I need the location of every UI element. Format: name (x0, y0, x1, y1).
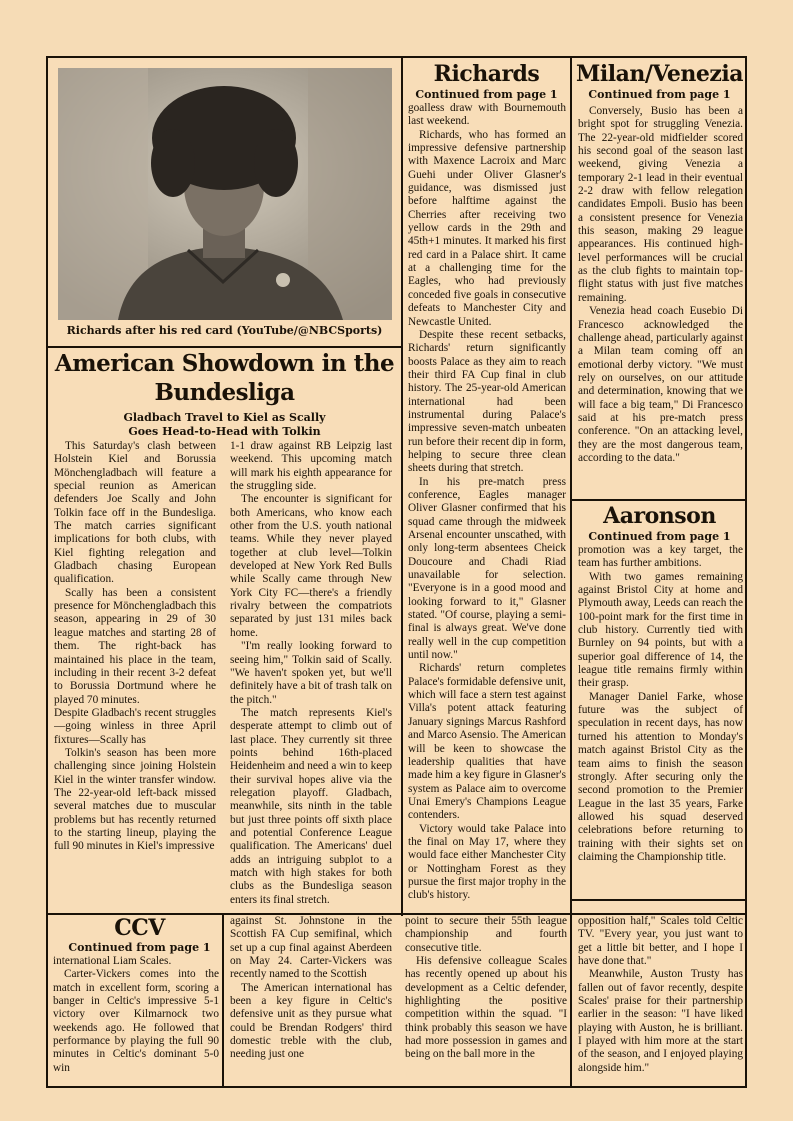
paragraph: goalless draw with Bournemouth last weekend. (408, 102, 566, 128)
paragraph: point to secure their 55th league championship and fourth consecutive title. (405, 915, 567, 954)
paragraph: This Saturday's clash between Holstein Kiel and Borussia Mönchengladbach will feature a special reunion as American defenders Joe Scally and John Tolkin face off in the Bundesliga. The match carries significant implications for both clubs, with Kiel fighting relegation and Gladbach chasing European qualification. (54, 440, 216, 586)
player-portrait-image (58, 68, 392, 320)
bundesliga-column-1 (54, 440, 216, 914)
ccv-header (48, 915, 231, 955)
paragraph: Despite these recent setbacks, Richards' return significantly boosts Palace as they aim to reach their third FA Cup final in club history. The 25-year-old American international had been instrumental during Palace's impressive seven-match unbeaten run before their recent dip in form, helping to secure three clean sheets during that stretch. (408, 328, 566, 475)
paragraph: Richards, who has formed an impressive defensive partnership with Maxence Lacroix and Marc Guehi under Oliver Glasner's guidance, was dismissed just before halftime against the Cherries after receiving two yellow cards in the 29th and 45th+1 minutes. It marked his first red card in a Palace shirt. It came at a challenging time for the Eagles, who had previously conceded five goals in consecutive defeats to Manchester City and Newcastle United. (408, 128, 566, 328)
bundesliga-subheadline: Gladbach Travel to Kiel as Scally Goes Head-to-Head with Tolkin (123, 411, 326, 438)
milan-continued: Continued from page 1 (588, 88, 731, 101)
paragraph: Despite Gladbach's recent struggles—going winless in three April fixtures—Scally has (54, 706, 216, 746)
paragraph: promotion was a key target, the team has further ambitions. (578, 544, 743, 570)
aaronson-body (572, 544, 747, 864)
paragraph: Meanwhile, Auston Trusty has fallen out of favor recently, despite Scales' praise for their partnership earlier in the season: "I have liked playing with Auston, he is brilliant. I played with him more at the start of the season, and I enjoyed playing alongside him." (578, 968, 743, 1074)
paragraph: Tolkin's season has been more challenging since joining Holstein Kiel in the winter transfer window. The 22-year-old left-back missed several matches due to muscular problems but has recently returned to the starting lineup, playing the full 90 minutes in Kiel's impressive (54, 746, 216, 853)
paragraph: "I'm really looking forward to seeing him," Tolkin said of Scally. "We haven't spoken yet, but we'll definitely have a bit of trash talk on the pitch." (230, 640, 392, 706)
aaronson-continued: Continued from page 1 (588, 530, 731, 543)
paragraph: Victory would take Palace into the final on May 17, where they would face either Manchester City or Nottingham Forest as they pursue the first major trophy in the club's history. (408, 822, 566, 902)
paragraph: 1-1 draw against RB Leipzig last weekend. This upcoming match will mark his eighth appearance for the struggling side. (230, 440, 392, 493)
ccv-column-3 (405, 915, 567, 1087)
bundesliga-headline: American Showdown in the Bundesliga (54, 350, 395, 406)
ccv-headline: CCV (114, 915, 165, 941)
photo-caption: Richards after his red card (YouTube/@NBCSports) (66, 324, 383, 337)
paragraph: The encounter is significant for both Americans, who know each other from the U.S. youth national teams. While they never played together at club level—Tolkin developed at New York Red Bulls while Scally came through New York City FC—there's a friendly rivalry between the compatriots separated by just 131 miles back home. (230, 493, 392, 639)
milan-headline: Milan/Venezia (576, 61, 743, 87)
paragraph: The match represents Kiel's desperate attempt to climb out of last place. They currently sit three points behind 16th-placed Heidenheim and need a win to keep their survival hopes alive via the relegation playoff. Gladbach, meanwhile, sits ninth in the table but just three points off sixth place and potential Conference League qualification. The Americans' duel adds an intriguing subplot to a match with high stakes for both clubs as the Bundesliga season enters its final stretch. (230, 706, 392, 906)
newspaper-page (46, 56, 747, 1088)
paragraph: Venezia head coach Eusebio Di Francesco acknowledged the challenge ahead, particularly against a Milan team coming off an emotional derby victory. "We must rely on ourselves, on our attitude and determination, knowing that we will face a big team," Di Francesco said at his pre-match press conference. "On an attacking level, they are the most dangerous team, according to the data." (578, 305, 743, 464)
richards-article (401, 58, 572, 916)
richards-body (403, 102, 570, 903)
milan-body (572, 102, 747, 465)
bundesliga-column-2 (230, 440, 392, 914)
aaronson-headline: Aaronson (603, 503, 716, 529)
paragraph: The American international has been a key figure in Celtic's defensive unit as they pursue what could be Brendan Rodgers' third domestic treble with the club, needing just one (230, 981, 392, 1061)
paragraph: Conversely, Busio has been a bright spot for struggling Venezia. The 22-year-old midfielder scored his second goal of the season last weekend, giving Venezia a temporary 2-1 lead in their eventual 2-2 draw with fellow relegation candidates Empoli. Busio has been a consistent presence for Venezia this season, making 29 league appearances. His continued high-level performances will be crucial as the club fights to maintain top-flight status with just five matches remaining. (578, 105, 743, 304)
richards-headline: Richards (433, 61, 540, 87)
photo-box (48, 58, 403, 348)
paragraph: international Liam Scales. (53, 955, 172, 967)
paragraph: opposition half," Scales told Celtic TV. "Every year, you just want to get a little bit better, and I hope I have done that." (578, 915, 743, 968)
paragraph: Manager Daniel Farke, whose future was the subject of speculation in recent days, has now turned his attention to Monday's match against Bristol City as the team aims to finish the season strongly. After securing only the second promotion to the Premier League in the last 35 years, Farke allowed his squad deserved celebrations before returning to training with their sights set on claiming the Championship title. (578, 690, 743, 863)
column-divider (222, 915, 224, 1088)
bundesliga-article (48, 346, 403, 916)
paragraph: With two games remaining against Bristol City at home and Plymouth away, Leeds can reach the 100-point mark for the first time in club history. Currently tied with Burnley on 94 points, but with a superior goal difference of 14, the league title remains firmly within their grasp. (578, 570, 743, 690)
ccv-article (48, 913, 747, 1088)
paragraph: His defensive colleague Scales has recently opened up about his development as a Celtic defender, highlighting the positive competition within the squad. "I think probably this season we have had more possession in games and being on the ball more in the (405, 955, 567, 1061)
richards-continued: Continued from page 1 (415, 88, 558, 101)
milan-venezia-article (570, 58, 747, 501)
paragraph: Carter-Vickers comes into the match in excellent form, scoring a banger in Celtic's impressive 5-1 victory over Kilmarnock two weekends ago. He followed that performance by playing the full 90 minutes in Celtic's dominant 5-0 win (53, 968, 219, 1074)
paragraph: Richards' return completes Palace's formidable defensive unit, which will face a stern test against Villa's potent attack featuring January signings Marcus Rashford and Marco Asensio. The American will be keen to showcase the leadership qualities that have made him a key figure in Glasner's system as Palace aim to overcome Unai Emery's Champions League contenders. (408, 662, 566, 822)
richards-photo (58, 68, 392, 320)
paragraph: In his pre-match press conference, Eagles manager Oliver Glasner confirmed that his squad came through the midweek Arsenal encounter unscathed, with only long-term absentees Cheick Doucoure and Chadi Riad unavailable for selection. "Everyone is in a good mood and looking forward to it," Glasner stated. "Of course, playing a semi-final is always great. We've done really well in the cup competition until now." (408, 475, 566, 662)
ccv-column-1 (53, 955, 219, 1087)
ccv-column-2 (230, 915, 392, 1087)
paragraph: against St. Johnstone in the Scottish FA Cup semifinal, which set up a cup final against Aberdeen on May 24. Carter-Vickers was recently named to the Scottish (230, 915, 392, 981)
aaronson-article (570, 499, 747, 901)
paragraph: Scally has been a consistent presence for Mönchengladbach this season, appearing in 29 of 30 league matches and starting 28 of them. The right-back has maintained his place in the team, including in their recent 3-2 defeat to Borussia Dortmund where he played 70 minutes. (54, 586, 216, 706)
column-divider (570, 915, 572, 1088)
ccv-continued: Continued from page 1 (68, 941, 211, 954)
ccv-column-4 (578, 915, 743, 1087)
